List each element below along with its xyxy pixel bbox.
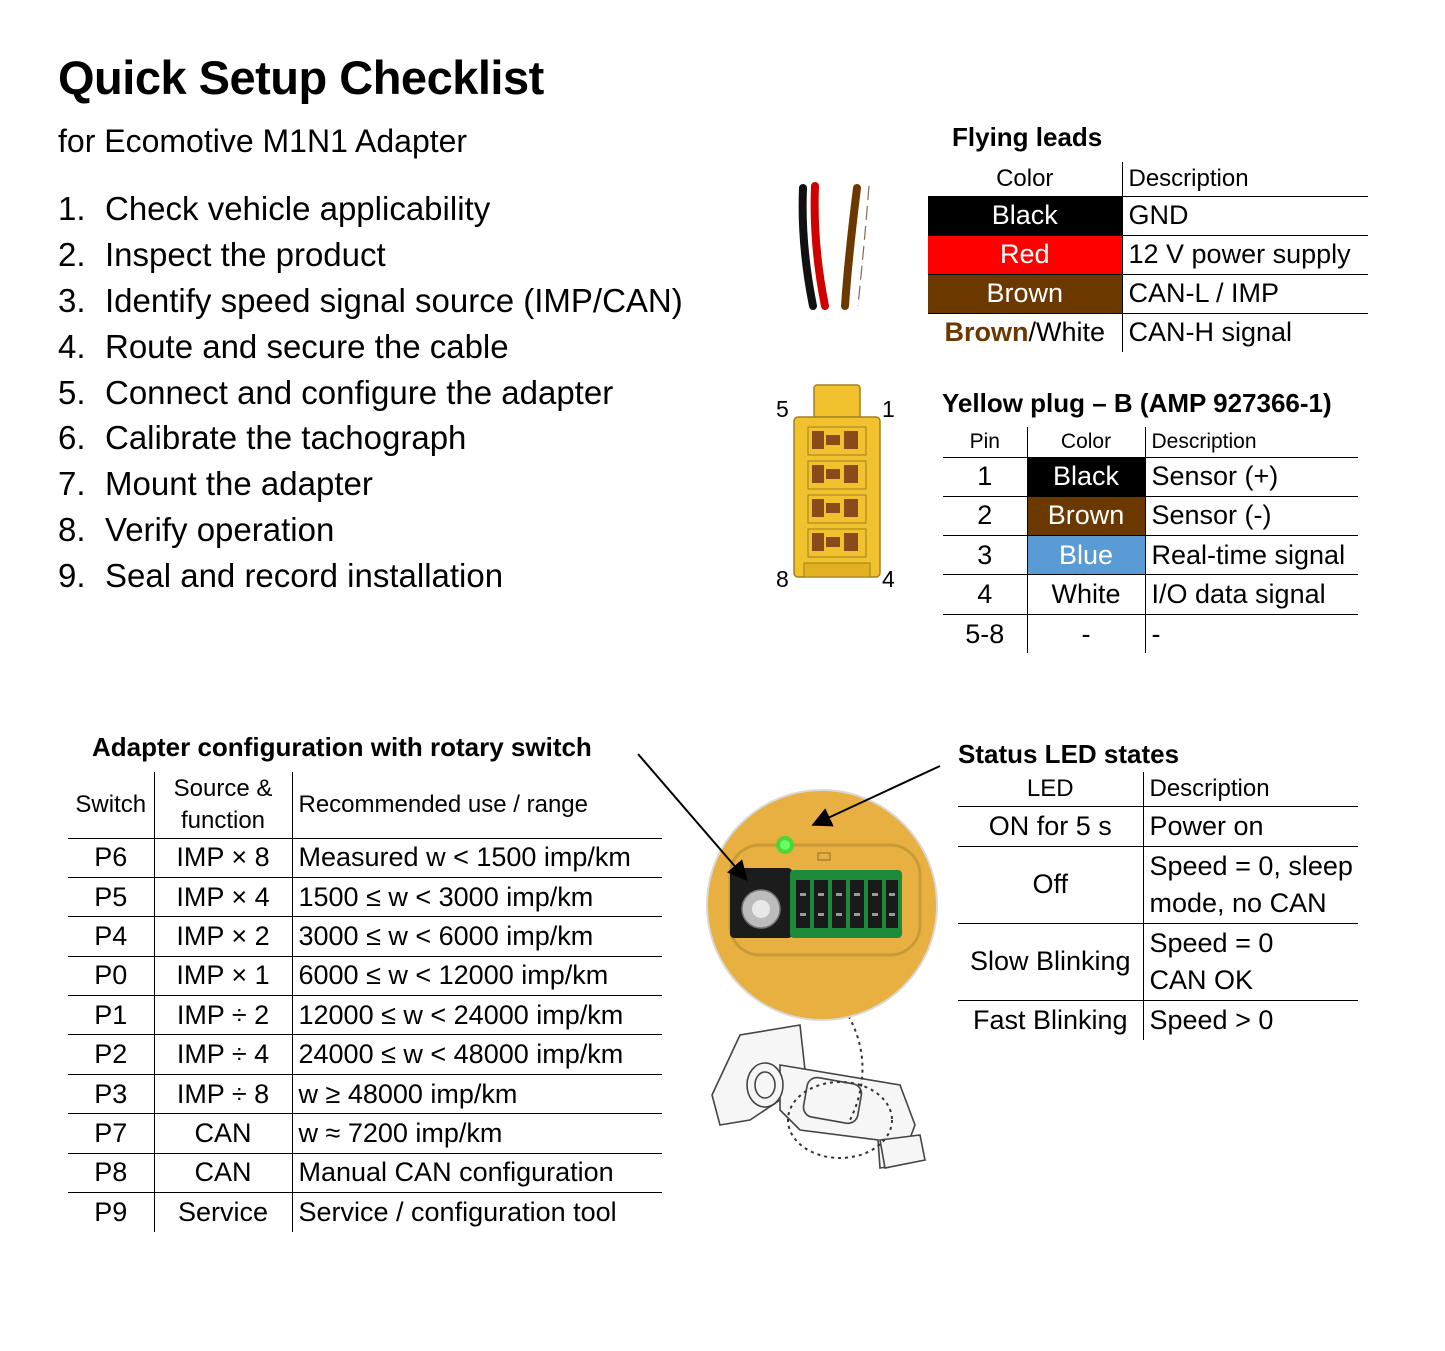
adapter-illustration: [630, 740, 960, 1180]
use-cell: 12000 ≤ w < 24000 imp/km: [292, 996, 662, 1035]
pin-description-cell: I/O data signal: [1145, 575, 1358, 614]
rotary-config-title: Adapter configuration with rotary switch: [92, 732, 592, 762]
table-row: [68, 1114, 662, 1153]
source-cell: IMP ÷ 4: [154, 1035, 292, 1074]
pin-description-cell: Sensor (+): [1145, 457, 1358, 496]
lead-description-cell: 12 V power supply: [1122, 235, 1368, 274]
table-header-row: [928, 162, 1368, 196]
lead-description-cell: CAN-H signal: [1122, 313, 1368, 352]
checklist-step: 2. Inspect the product: [58, 235, 386, 273]
led-states-title: Status LED states: [958, 739, 1180, 769]
description-header: Description: [1145, 427, 1358, 457]
switch-cell: P0: [68, 956, 154, 995]
use-header: Recommended use / range: [292, 772, 662, 838]
checklist-step: 8. Verify operation: [58, 511, 335, 549]
rotary-config-table: [68, 772, 662, 1232]
table-row: [943, 536, 1358, 575]
source-cell: IMP × 8: [154, 838, 292, 877]
table-row: [68, 838, 662, 877]
pin-cell: 5-8: [965, 618, 1005, 649]
flying-leads-title: Flying leads: [952, 122, 1103, 152]
lead-color-cell: Red: [928, 235, 1122, 274]
checklist-step: 6. Calibrate the tachograph: [58, 419, 467, 457]
lead-description-cell: CAN-L / IMP: [1122, 274, 1368, 313]
checklist-step: 9. Seal and record installation: [58, 557, 504, 595]
pin-cell: 2: [943, 496, 1027, 535]
table-row: [943, 496, 1358, 535]
checklist-step: 1. Check vehicle applicability: [58, 190, 491, 227]
switch-cell: P5: [68, 877, 154, 916]
use-cell: Measured w < 1500 imp/km: [292, 838, 662, 877]
page-title: Quick Setup Checklist: [58, 51, 544, 104]
pin-color-cell: White: [1027, 575, 1145, 614]
source-cell: CAN: [154, 1153, 292, 1192]
switch-cell: P2: [68, 1035, 154, 1074]
led-state-cell: Fast Blinking: [972, 1004, 1128, 1035]
use-cell: w ≈ 7200 imp/km: [292, 1114, 662, 1153]
page-subtitle: for Ecomotive M1N1 Adapter: [58, 123, 468, 159]
table-row: [68, 996, 662, 1035]
source-cell: IMP × 1: [154, 956, 292, 995]
source-header: Source & function: [154, 772, 292, 838]
color-header: Color: [1027, 427, 1145, 457]
checklist-step: 5. Connect and configure the adapter: [58, 373, 614, 411]
table-header-row: [958, 772, 1358, 806]
switch-cell: P4: [68, 917, 154, 956]
pin-color-cell: -: [1027, 614, 1145, 653]
lead-description-cell: GND: [1122, 196, 1368, 235]
flying-leads-wires-illustration: [785, 176, 895, 316]
flying-leads-table: [928, 162, 1368, 352]
table-row: [928, 274, 1368, 313]
lead-color-cell: Brown: [928, 274, 1122, 313]
led-description-cell: Speed > 0: [1143, 1000, 1358, 1040]
use-cell: 24000 ≤ w < 48000 imp/km: [292, 1035, 662, 1074]
table-row: [958, 923, 1358, 1000]
checklist-step: 4. Route and secure the cable: [58, 327, 509, 365]
table-row: [928, 313, 1368, 352]
table-row: [943, 457, 1358, 496]
table-row: [68, 1153, 662, 1192]
yellow-plug-title: Yellow plug – B (AMP 927366-1): [942, 388, 1332, 418]
table-row: [943, 575, 1358, 614]
checklist-step: 7. Mount the adapter: [58, 465, 373, 503]
table-row: [928, 235, 1368, 274]
use-cell: w ≥ 48000 imp/km: [292, 1074, 662, 1113]
switch-cell: P8: [68, 1153, 154, 1192]
description-header: Description: [1122, 162, 1368, 196]
pin-color-cell: Blue: [1027, 536, 1145, 575]
led-header: LED: [958, 772, 1143, 806]
pin-color-cell: Black: [1027, 457, 1145, 496]
table-row: [958, 846, 1358, 923]
plug-pin-label: 4: [882, 566, 895, 592]
source-cell: IMP ÷ 2: [154, 996, 292, 1035]
plug-pin-label: 1: [882, 396, 895, 422]
source-cell: IMP ÷ 8: [154, 1074, 292, 1113]
table-row: [68, 1193, 662, 1232]
plug-pin-label: 5: [776, 396, 789, 422]
use-cell: Manual CAN configuration: [292, 1153, 662, 1192]
use-cell: 3000 ≤ w < 6000 imp/km: [292, 917, 662, 956]
pin-header: Pin: [943, 427, 1027, 457]
switch-cell: P6: [68, 838, 154, 877]
table-row: [68, 917, 662, 956]
table-row: [68, 1035, 662, 1074]
yellow-plug-table: [943, 427, 1358, 653]
source-cell: CAN: [154, 1114, 292, 1153]
table-row: [68, 956, 662, 995]
led-description-cell: Speed = 0, sleep mode, no CAN: [1143, 846, 1358, 923]
use-cell: Service / configuration tool: [292, 1193, 662, 1232]
lead-color-cell: Brown/White: [944, 317, 1106, 348]
checklist-step: 3. Identify speed signal source (IMP/CAN): [58, 281, 683, 319]
pin-cell: 4: [943, 575, 1027, 614]
switch-cell: P3: [68, 1074, 154, 1113]
yellow-plug-illustration: [792, 383, 882, 585]
source-cell: IMP × 4: [154, 877, 292, 916]
pin-description-cell: Real-time signal: [1145, 536, 1358, 575]
color-header: Color: [928, 162, 1122, 196]
table-row: [958, 806, 1358, 846]
table-row: [68, 1074, 662, 1113]
checklist-steps: [58, 188, 683, 601]
led-states-table: [958, 772, 1358, 1040]
switch-cell: P9: [94, 1196, 128, 1227]
pin-cell: 3: [943, 536, 1027, 575]
led-description-cell: Power on: [1143, 806, 1358, 846]
switch-cell: P7: [68, 1114, 154, 1153]
lead-color-cell: Black: [928, 196, 1122, 235]
pin-description-cell: -: [1145, 614, 1358, 653]
plug-pin-label: 8: [776, 566, 789, 592]
pin-description-cell: Sensor (-): [1145, 496, 1358, 535]
led-state-cell: Off: [958, 846, 1143, 923]
pin-color-cell: Brown: [1027, 496, 1145, 535]
table-header-row: [943, 427, 1358, 457]
source-cell: IMP × 2: [154, 917, 292, 956]
description-header: Description: [1143, 772, 1358, 806]
use-cell: 6000 ≤ w < 12000 imp/km: [292, 956, 662, 995]
led-state-cell: Slow Blinking: [958, 923, 1143, 1000]
table-row: [928, 196, 1368, 235]
table-row: [943, 614, 1358, 653]
switch-cell: P1: [68, 996, 154, 1035]
led-state-cell: ON for 5 s: [958, 806, 1143, 846]
led-description-cell: Speed = 0 CAN OK: [1143, 923, 1358, 1000]
source-cell: Service: [154, 1193, 292, 1232]
table-row: [958, 1000, 1358, 1040]
use-cell: 1500 ≤ w < 3000 imp/km: [292, 877, 662, 916]
switch-header: Switch: [68, 772, 154, 838]
table-row: [68, 877, 662, 916]
pin-cell: 1: [943, 457, 1027, 496]
table-header-row: [68, 772, 662, 838]
